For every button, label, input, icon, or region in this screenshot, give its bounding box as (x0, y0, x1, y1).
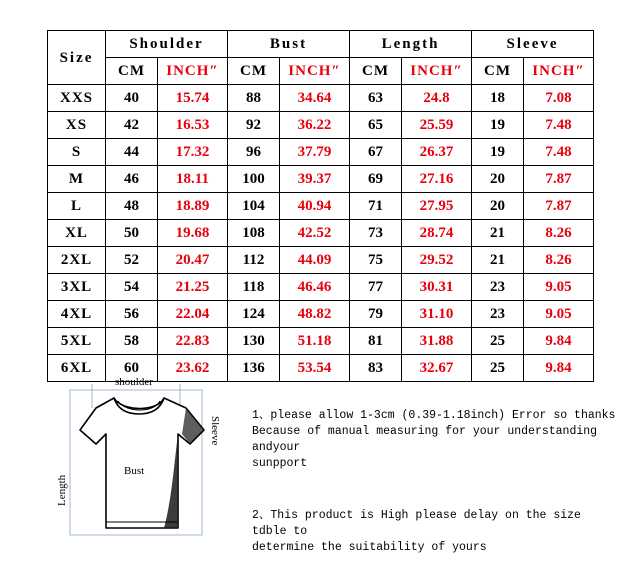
header-length-cm: CM (350, 58, 402, 85)
cell-sleeve-inch: 9.84 (524, 355, 594, 382)
cell-shoulder-inch: 20.47 (158, 247, 228, 274)
header-length: Length (350, 31, 472, 58)
cell-shoulder-inch: 18.89 (158, 193, 228, 220)
cell-bust-cm: 118 (228, 274, 280, 301)
cell-bust-inch: 42.52 (280, 220, 350, 247)
cell-bust-inch: 46.46 (280, 274, 350, 301)
cell-shoulder-inch: 22.04 (158, 301, 228, 328)
cell-length-inch: 27.95 (402, 193, 472, 220)
cell-size: XS (48, 112, 106, 139)
cell-size: L (48, 193, 106, 220)
cell-shoulder-cm: 42 (106, 112, 158, 139)
illustration-label-bust: Bust (124, 465, 145, 477)
header-sleeve: Sleeve (472, 31, 594, 58)
cell-sleeve-inch: 9.05 (524, 274, 594, 301)
cell-size: 2XL (48, 247, 106, 274)
table-row (48, 220, 594, 247)
cell-sleeve-cm: 20 (472, 193, 524, 220)
cell-length-cm: 67 (350, 139, 402, 166)
cell-bust-inch: 51.18 (280, 328, 350, 355)
cell-bust-inch: 53.54 (280, 355, 350, 382)
cell-bust-inch: 37.79 (280, 139, 350, 166)
cell-sleeve-inch: 7.48 (524, 112, 594, 139)
cell-sleeve-inch: 9.05 (524, 301, 594, 328)
cell-bust-cm: 108 (228, 220, 280, 247)
cell-sleeve-inch: 7.87 (524, 166, 594, 193)
cell-bust-cm: 112 (228, 247, 280, 274)
cell-length-inch: 32.67 (402, 355, 472, 382)
cell-shoulder-cm: 50 (106, 220, 158, 247)
cell-sleeve-inch: 8.26 (524, 220, 594, 247)
cell-length-inch: 26.37 (402, 139, 472, 166)
table-row (48, 139, 594, 166)
cell-length-cm: 73 (350, 220, 402, 247)
cell-bust-cm: 130 (228, 328, 280, 355)
cell-sleeve-cm: 18 (472, 85, 524, 112)
cell-bust-cm: 100 (228, 166, 280, 193)
cell-sleeve-cm: 21 (472, 247, 524, 274)
table-row (48, 193, 594, 220)
cell-sleeve-cm: 23 (472, 274, 524, 301)
cell-shoulder-cm: 40 (106, 85, 158, 112)
cell-size: XXS (48, 85, 106, 112)
header-length-inch: INCH″ (402, 58, 472, 85)
cell-shoulder-inch: 17.32 (158, 139, 228, 166)
cell-shoulder-inch: 23.62 (158, 355, 228, 382)
cell-length-inch: 27.16 (402, 166, 472, 193)
cell-sleeve-cm: 25 (472, 328, 524, 355)
size-chart-table (47, 30, 594, 382)
cell-bust-inch: 34.64 (280, 85, 350, 112)
note-block-2 (252, 508, 622, 556)
cell-sleeve-cm: 25 (472, 355, 524, 382)
cell-shoulder-inch: 18.11 (158, 166, 228, 193)
cell-length-inch: 28.74 (402, 220, 472, 247)
cell-sleeve-cm: 19 (472, 139, 524, 166)
header-shoulder-cm: CM (106, 58, 158, 85)
illustration-label-length: Length (56, 474, 68, 506)
illustration-label-sleeve: Sleeve (209, 416, 221, 446)
note-2-line-1: 2、This product is High please delay on the size tdble to (252, 509, 581, 538)
illustration-label-shoulder: shoulder (115, 376, 153, 388)
cell-shoulder-cm: 46 (106, 166, 158, 193)
cell-shoulder-cm: 56 (106, 301, 158, 328)
cell-shoulder-cm: 48 (106, 193, 158, 220)
cell-bust-cm: 136 (228, 355, 280, 382)
header-size: Size (48, 31, 106, 85)
size-chart-table-wrapper (47, 30, 593, 382)
cell-bust-inch: 48.82 (280, 301, 350, 328)
table-row (48, 328, 594, 355)
note-1-line-3: sunpport (252, 457, 308, 470)
cell-length-inch: 24.8 (402, 85, 472, 112)
cell-sleeve-inch: 8.26 (524, 247, 594, 274)
cell-length-cm: 77 (350, 274, 402, 301)
cell-shoulder-cm: 54 (106, 274, 158, 301)
cell-length-cm: 69 (350, 166, 402, 193)
table-row (48, 166, 594, 193)
cell-bust-inch: 40.94 (280, 193, 350, 220)
cell-length-cm: 65 (350, 112, 402, 139)
header-bust-cm: CM (228, 58, 280, 85)
note-1-line-1: 1、please allow 1-3cm (0.39-1.18inch) Error so thanks (252, 409, 616, 422)
cell-shoulder-inch: 15.74 (158, 85, 228, 112)
note-block-1 (252, 408, 622, 472)
cell-length-cm: 71 (350, 193, 402, 220)
header-shoulder: Shoulder (106, 31, 228, 58)
cell-sleeve-cm: 19 (472, 112, 524, 139)
size-chart-body (48, 85, 594, 382)
cell-length-inch: 31.88 (402, 328, 472, 355)
tshirt-measurement-illustration (52, 368, 242, 543)
cell-size: M (48, 166, 106, 193)
table-row (48, 112, 594, 139)
cell-bust-cm: 104 (228, 193, 280, 220)
cell-length-inch: 31.10 (402, 301, 472, 328)
cell-bust-inch: 39.37 (280, 166, 350, 193)
cell-sleeve-inch: 7.08 (524, 85, 594, 112)
cell-shoulder-cm: 60 (106, 355, 158, 382)
cell-bust-inch: 36.22 (280, 112, 350, 139)
cell-length-cm: 83 (350, 355, 402, 382)
cell-sleeve-cm: 21 (472, 220, 524, 247)
cell-length-cm: 63 (350, 85, 402, 112)
header-sleeve-inch: INCH″ (524, 58, 594, 85)
cell-bust-inch: 44.09 (280, 247, 350, 274)
cell-sleeve-inch: 7.48 (524, 139, 594, 166)
cell-shoulder-inch: 22.83 (158, 328, 228, 355)
cell-sleeve-inch: 9.84 (524, 328, 594, 355)
note-2-line-2: determine the suitability of yours (252, 541, 487, 554)
note-1-line-2: Because of manual measuring for your understanding andyour (252, 425, 598, 454)
header-bust-inch: INCH″ (280, 58, 350, 85)
cell-size: XL (48, 220, 106, 247)
cell-shoulder-inch: 16.53 (158, 112, 228, 139)
cell-bust-cm: 88 (228, 85, 280, 112)
cell-shoulder-cm: 58 (106, 328, 158, 355)
cell-sleeve-cm: 23 (472, 301, 524, 328)
cell-bust-cm: 96 (228, 139, 280, 166)
header-shoulder-inch: INCH″ (158, 58, 228, 85)
cell-shoulder-inch: 19.68 (158, 220, 228, 247)
cell-bust-cm: 124 (228, 301, 280, 328)
cell-sleeve-inch: 7.87 (524, 193, 594, 220)
table-header-row-units (48, 58, 594, 85)
cell-size: 6XL (48, 355, 106, 382)
cell-length-cm: 75 (350, 247, 402, 274)
cell-size: 5XL (48, 328, 106, 355)
cell-bust-cm: 92 (228, 112, 280, 139)
cell-length-cm: 81 (350, 328, 402, 355)
cell-size: S (48, 139, 106, 166)
cell-sleeve-cm: 20 (472, 166, 524, 193)
cell-size: 3XL (48, 274, 106, 301)
cell-shoulder-cm: 44 (106, 139, 158, 166)
table-row (48, 247, 594, 274)
cell-length-inch: 29.52 (402, 247, 472, 274)
cell-length-inch: 30.31 (402, 274, 472, 301)
table-row (48, 274, 594, 301)
cell-length-cm: 79 (350, 301, 402, 328)
table-header-row-groups (48, 31, 594, 58)
table-row (48, 301, 594, 328)
cell-size: 4XL (48, 301, 106, 328)
header-sleeve-cm: CM (472, 58, 524, 85)
cell-shoulder-inch: 21.25 (158, 274, 228, 301)
cell-shoulder-cm: 52 (106, 247, 158, 274)
header-bust: Bust (228, 31, 350, 58)
table-row (48, 85, 594, 112)
cell-length-inch: 25.59 (402, 112, 472, 139)
